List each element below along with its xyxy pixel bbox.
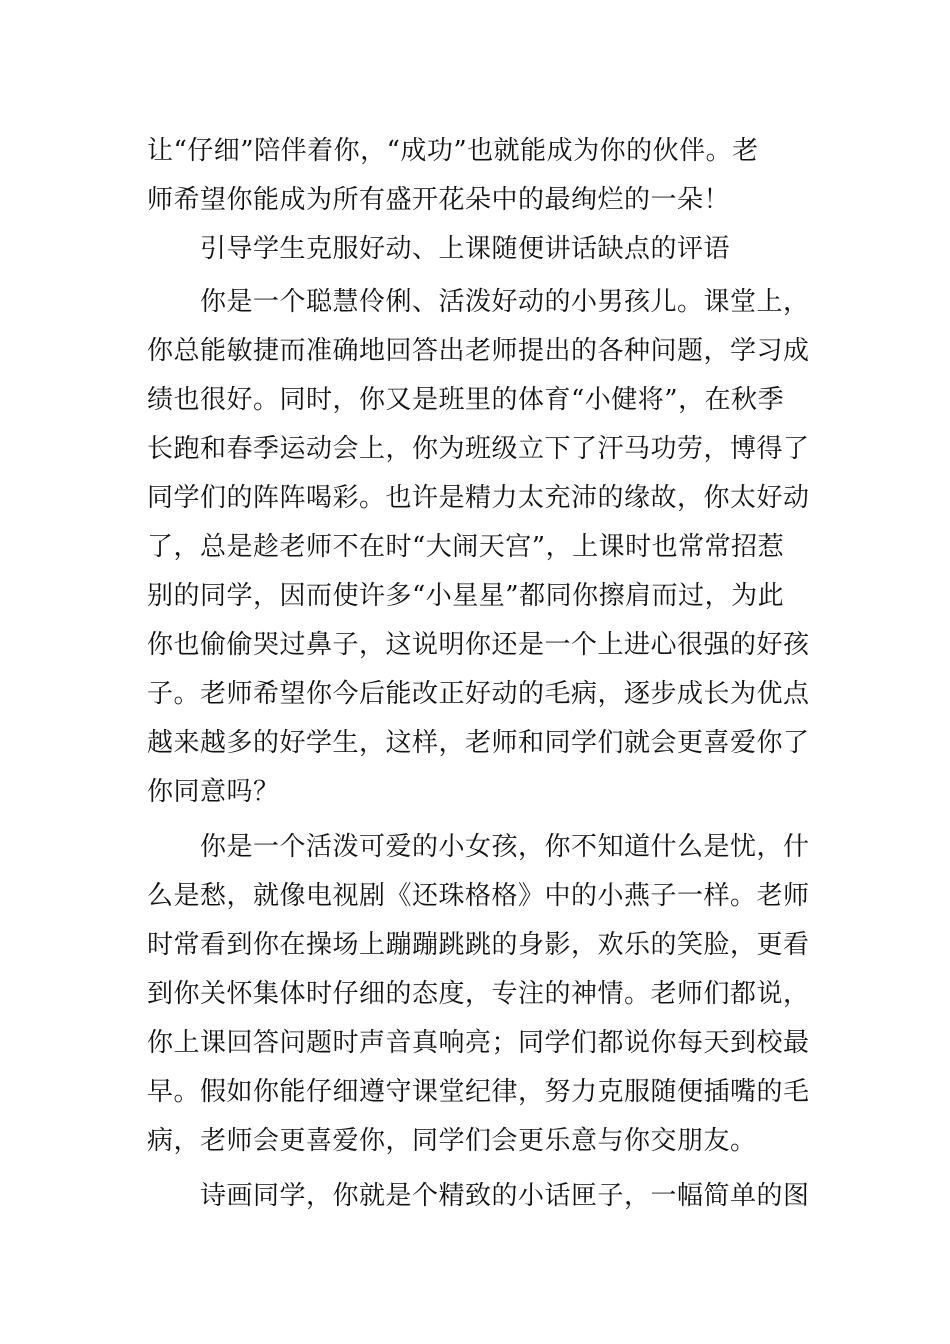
paragraph-line: 你是一个活泼可爱的小女孩，你不知道什么是忧，什	[200, 832, 810, 862]
paragraph-line: 诗画同学，你就是个精致的小话匣子，一幅简单的图	[200, 1181, 810, 1211]
section-heading: 引导学生克服好动、上课随便讲话缺点的评语	[200, 234, 731, 264]
paragraph-line: 你总能敏捷而准确地回答出老师提出的各种问题，学习成	[147, 336, 810, 366]
paragraph-line: 长跑和春季运动会上，你为班级立下了汗马功劳，博得了	[147, 434, 810, 464]
paragraph-line: 病，老师会更喜爱你，同学们会更乐意与你交朋友。	[147, 1126, 757, 1156]
paragraph-line: 么是愁，就像电视剧《还珠格格》中的小燕子一样。老师	[147, 881, 810, 911]
paragraph-line: 绩也很好。同时，你又是班里的体育“小健将”，在秋季	[147, 385, 785, 415]
paragraph-line: 别的同学，因而使许多“小星星”都同你擦肩而过，为此	[147, 581, 785, 611]
paragraph-line: 同学们的阵阵喝彩。也许是精力太充沛的缘故，你太好动	[147, 483, 810, 513]
paragraph-line: 了，总是趁老师不在时“大闹天宫”，上课时也常常招惹	[147, 532, 785, 562]
paragraph-line: 你上课回答问题时声音真响亮；同学们都说你每天到校最	[147, 1028, 810, 1058]
paragraph-line: 你同意吗？	[147, 777, 280, 807]
paragraph-line: 你也偷偷哭过鼻子，这说明你还是一个上进心很强的好孩	[147, 630, 810, 660]
paragraph-line: 你是一个聪慧伶俐、活泼好动的小男孩儿。课堂上，	[200, 287, 810, 317]
paragraph-line: 时常看到你在操场上蹦蹦跳跳的身影，欢乐的笑脸，更看	[147, 930, 810, 960]
paragraph-line: 早。假如你能仔细遵守课堂纪律，努力克服随便插嘴的毛	[147, 1077, 810, 1107]
paragraph-line: 越来越多的好学生，这样，老师和同学们就会更喜爱你了	[147, 728, 810, 758]
paragraph-line: 到你关怀集体时仔细的态度，专注的神情。老师们都说，	[147, 979, 810, 1009]
paragraph-line: 子。老师希望你今后能改正好动的毛病，逐步成长为优点	[147, 679, 810, 709]
paragraph-line: 让“仔细”陪伴着你，“成功”也就能成为你的伙伴。老	[147, 136, 759, 166]
paragraph-line: 师希望你能成为所有盛开花朵中的最绚烂的一朵！	[147, 185, 731, 215]
